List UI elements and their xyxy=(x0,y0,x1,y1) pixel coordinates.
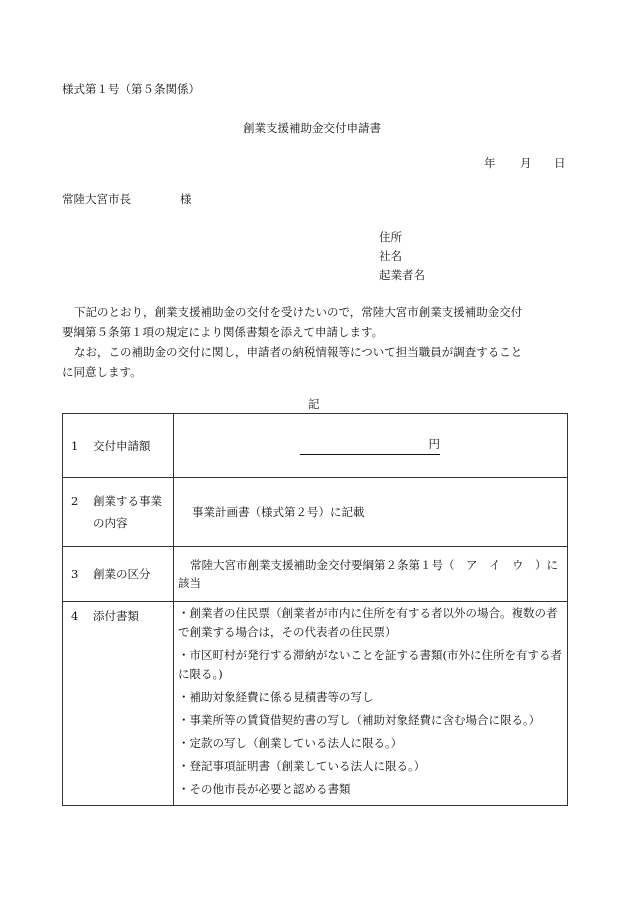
attachment-item: ・その他市長が必要と認める書類 xyxy=(178,782,351,796)
amount-field[interactable] xyxy=(300,436,440,455)
business-content-value: 事業計画書（様式第２号）に記載 xyxy=(192,505,365,519)
page-title: 創業支援補助金交付申請書 xyxy=(243,121,381,135)
table-row xyxy=(63,414,568,478)
table-row xyxy=(63,602,568,806)
category-value: 常陸大宮市創業支援補助金交付要綱第２条第１号（ ア イ ウ ）に xyxy=(190,558,558,572)
application-table xyxy=(62,413,568,806)
yen-unit: 円 xyxy=(428,437,440,451)
body-line: なお，この補助金の交付に関し，申請者の納税情報等について担当職員が調査すること xyxy=(74,345,523,359)
body-line: 要綱第５条第１項の規定により関係書類を添えて申請します。 xyxy=(62,325,384,339)
attachment-item: ・定款の写し（創業している法人に限る。） xyxy=(178,736,403,750)
attachment-item: ・補助対象経費に係る見積書等の写し xyxy=(178,690,374,704)
body-line: に同意します。 xyxy=(62,365,142,379)
row-number: 2 xyxy=(71,494,79,508)
category-cell xyxy=(174,547,568,602)
body-text xyxy=(62,302,562,382)
attachments-cell xyxy=(174,602,568,806)
applicant-address-label: 住所 xyxy=(379,230,402,244)
date-year: 年 xyxy=(484,156,496,170)
ki-heading: 記 xyxy=(308,397,320,411)
attachment-item: ・事業所等の賃貸借契約書の写し（補助対象経費に含む場合に限る。） xyxy=(178,713,541,727)
row-label xyxy=(63,414,174,478)
row-label-text: 添付書類 xyxy=(93,609,139,623)
table-row xyxy=(63,478,568,547)
applicant-founder-label: 起業者名 xyxy=(379,268,425,282)
row-label-text: 創業する事業 xyxy=(93,494,162,508)
row-label-text: 創業の区分 xyxy=(93,567,151,581)
attachment-item: ・市区町村が発行する滞納がないことを証する書類(市外に住所を有する者に限る。) xyxy=(178,648,562,681)
row-label xyxy=(63,602,174,806)
row-label xyxy=(63,478,174,547)
amount-cell[interactable] xyxy=(174,414,568,478)
row-number: 4 xyxy=(71,609,79,623)
attachment-item: ・創業者の住民票（創業者が市内に住所を有する者以外の場合。複数の者で創業する場合は，その代表者の住民票） xyxy=(178,606,558,639)
table-row xyxy=(63,547,568,602)
date-month: 月 xyxy=(520,156,532,170)
form-number: 様式第１号（第５条関係） xyxy=(62,82,200,96)
row-label-text: 交付申請額 xyxy=(93,438,151,453)
applicant-company-label: 社名 xyxy=(379,249,402,263)
row-label-text: の内容 xyxy=(93,516,128,530)
business-content-cell xyxy=(174,478,568,547)
category-value: 該当 xyxy=(178,576,201,590)
row-number: 1 xyxy=(71,438,79,453)
row-label xyxy=(63,547,174,602)
addressee-honorific: 様 xyxy=(180,192,192,206)
body-line: 下記のとおり，創業支援補助金の交付を受けたいので，常陸大宮市創業支援補助金交付 xyxy=(74,305,523,319)
row-number: 3 xyxy=(71,567,79,581)
addressee-name: 常陸大宮市長 xyxy=(62,192,131,206)
attachment-item: ・登記事項証明書（創業している法人に限る。） xyxy=(178,759,426,773)
date-day: 日 xyxy=(554,156,566,170)
